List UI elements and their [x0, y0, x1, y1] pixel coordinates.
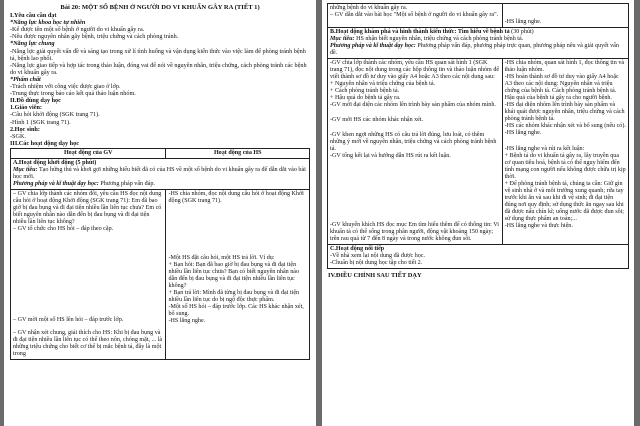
- text-block: -Một số HS hỏi – đáp trước lớp. Các HS khác nhận xét, bổ sung.: [168, 303, 304, 317]
- gv-cell: [328, 59, 503, 245]
- text-line: -Về nhà xem lại nội dung đã được học.: [330, 253, 426, 259]
- activity-a-cell: [11, 158, 310, 189]
- column-header-hs: Hoạt động của HS: [166, 148, 310, 158]
- sub-heading: *Năng lực chung: [10, 40, 55, 48]
- table-row: [328, 245, 629, 269]
- list-item: + Cách phòng tránh bệnh tả.: [330, 88, 400, 94]
- text-block: -GV khuyến khích HS đọc mục Em tìm hiểu thêm để có thông tin: Vi khuẩn tả có thể sống trong phân người, động vật khoảng 150 ngày; trên rau quả từ 7 đến 8 ngày và trong nước không đun sôi.: [330, 222, 499, 242]
- text-block: -GV chia lớp thành các nhóm, yêu cầu HS quan sát hình 1 (SGK trang 71), đọc nội dung trong các hộp thông tin và thảo luận nhóm để viết thành sơ đồ tư duy vào giấy A4 hoặc A3 theo các nội dung sau:: [330, 60, 500, 80]
- section-heading: I.Yêu cầu cần đạt: [10, 12, 57, 20]
- activity-table: [10, 148, 310, 360]
- text-block: -HS chia nhóm, đọc nội dung câu hỏi ở hoạt động Khởi động (SGK trang 71).: [168, 190, 304, 204]
- text-line: những bệnh do vi khuẩn gây ra.: [330, 5, 408, 11]
- document-page-right: [322, 0, 634, 426]
- text-block: – GV tổ chức cho HS hỏi – đáp theo cặp.: [13, 225, 114, 232]
- section-heading: IV.ĐIỀU CHỈNH SAU TIẾT DẠY: [328, 272, 422, 279]
- text-block: – GV mời một số HS lên hỏi – đáp trước lớp.: [13, 316, 124, 323]
- method-text: Phương pháp vấn đáp, phương pháp trực quan, phương pháp nêu và giải quyết vấn đề.: [330, 43, 619, 56]
- sub-heading: 1.Giáo viên:: [10, 104, 42, 112]
- list-item: + Hậu quả do bệnh tả gây ra.: [330, 95, 401, 101]
- text-block: -GV tổng kết lại và hướng dẫn HS rút ra kết luận.: [330, 153, 451, 159]
- hs-cell: [502, 59, 628, 245]
- text-line: -Năng lực giải quyết vấn đề và sáng tạo trong xử lí tình huống và vận dụng kiến thức vào việc làm để phòng tránh bệnh tả, bệnh lao phổi.: [10, 47, 306, 62]
- text-line: -HS lắng nghe.: [504, 19, 542, 25]
- activity-table-continued: [327, 3, 629, 269]
- sub-heading: *Năng lực khoa học tự nhiên: [10, 19, 86, 27]
- text-block: -HS hoàn thành sơ đồ tư duy vào giấy A4 hoặc A3 theo các nội dung: Nguyên nhân và triệu chứng của bệnh tả. Cách phòng tránh bệnh tả. Hậu quả của bệnh tả gây ra cho người bệnh.: [504, 74, 619, 101]
- sub-heading: *Phẩm chất: [10, 75, 41, 83]
- text-block: -HS lắng nghe.: [504, 130, 542, 136]
- activity-title: B.Hoạt động khám phá và hình thành kiến thức: Tìm hiểu về bệnh tả: [330, 29, 510, 35]
- table-row: [328, 59, 629, 245]
- text-block: -HS lắng nghe và rút ra kết luận:: [504, 146, 585, 152]
- text-line: -Câu hỏi khởi động (SGK trang 71).: [10, 111, 100, 119]
- goal-text: Tạo hứng thú và khơi gợi những hiểu biết đã có của HS về một số bệnh do vi khuẩn gây ra để dẫn dắt vào bài học mới.: [13, 166, 306, 180]
- sub-heading: 2.Học sinh:: [10, 125, 40, 133]
- column-header-gv: Hoạt động của GV: [11, 148, 166, 158]
- text-line: -Chuẩn bị nội dung học tập cho tiết 2.: [330, 260, 423, 266]
- text-block: -GV mời HS các nhóm khác nhận xét.: [330, 117, 424, 123]
- text-block: -Một HS đặt câu hỏi, một HS trả lời. Ví dụ:: [168, 254, 275, 261]
- text-block: -HS lắng nghe.: [168, 317, 206, 324]
- text-line: -Nêu được nguyên nhân gây bệnh, triệu chứng và cách phòng tránh.: [10, 33, 179, 41]
- gv-cell: [328, 4, 503, 28]
- lesson-title: Bài 20: MỘT SỐ BỆNH Ở NGƯỜI DO VI KHUẨN GÂY RA (TIẾT 1): [60, 4, 260, 11]
- table-row: [11, 189, 310, 359]
- text-block: + Bạn trả lời: Mình đã từng bị đau bụng và đi đại tiện nhiều lần liên tục do bị ngộ độc thực phẩm.: [168, 289, 300, 303]
- text-line: -Trung thực trong báo cáo kết quả thảo luận nhóm.: [10, 90, 136, 98]
- section-heading: II.Đồ dùng dạy học: [10, 97, 61, 105]
- hs-cell: [502, 4, 628, 28]
- text-line: – GV dẫn dắt vào bài học "Một số bệnh ở người do vi khuẩn gây ra".: [330, 12, 499, 18]
- activity-title: A.Hoạt động khởi động (5 phút): [13, 159, 97, 166]
- activity-b-cell: [328, 28, 629, 59]
- goal-label: Mục tiêu:: [13, 166, 38, 173]
- text-block: + Để phòng tránh bệnh tả, chúng ta cần: Giữ gìn vệ sinh nhà ở và môi trường xung quanh; rửa tay trước khi ăn và sau khi đi vệ sinh; đi đại tiện đúng nơi quy định; sử dụng thức ăn ngay sau khi đã được nấu chín kĩ; uống nước đã được đun sôi; sử dụng thực phẩm an toàn;...: [504, 181, 625, 222]
- table-row: [328, 28, 629, 59]
- table-header-row: [11, 148, 310, 158]
- method-label: Phương pháp và kĩ thuật dạy học:: [13, 180, 99, 187]
- gv-cell: [11, 189, 166, 359]
- activity-title: C.Hoạt động nối tiếp: [330, 246, 385, 252]
- text-block: -HS lắng nghe và thực hiện.: [504, 223, 573, 229]
- text-block: -GV khen ngợi những HS có câu trả lời đúng, lưu loát, có thêm những ý mới về nguyên nhân, triệu chứng và cách phòng tránh bệnh tả.: [330, 132, 497, 152]
- text-block: – GV nhận xét chung, giải thích cho HS: Khi bị đau bụng và đi đại tiện nhiều lần liên tục có thể theo nôn, chóng mặt, ... là những triệu chứng cho biết cơ thể bị mắc bệnh tả, đây là một trong: [13, 329, 163, 357]
- method-text: Phương pháp vấn đáp.: [98, 180, 155, 187]
- table-row: [11, 158, 310, 189]
- text-line: -Hình 1 (SGK trang 71).: [10, 118, 71, 126]
- text-block: + Bạn hỏi: Bạn đã bao giờ bị đau bụng và đi đại tiện nhiều lần liên tục chưa? Bạn có biết nguyên nhân nào dẫn đến bị đau bụng và đi đại tiện nhiều lần liên tục không?: [168, 261, 300, 289]
- text-block: – GV chia lớp thành các nhóm đôi, yêu cầu HS đọc nội dung câu hỏi ở hoạt động Khởi động (SGK trang 71): Em đã bao giờ bị đau bụng và đi đại tiện nhiều lần liên tục chưa? Em có biết nguyên nhân nào dẫn đến bị đau bụng và đi đại tiện nhiều lần liên tục không?: [13, 190, 162, 225]
- table-row: [328, 4, 629, 28]
- text-line: -Kể được tên một số bệnh ở người do vi khuẩn gây ra.: [10, 26, 145, 34]
- list-item: + Nguyên nhân và triệu chứng của bệnh tả.: [330, 81, 436, 87]
- activity-c-cell: [328, 245, 629, 269]
- goal-text: HS nhận biết nguyên nhân, triệu chứng và cách phòng tránh bệnh tả.: [354, 36, 524, 42]
- goal-label: Mục tiêu:: [330, 36, 355, 42]
- text-line: -SGK.: [10, 132, 26, 140]
- method-label: Phương pháp và kĩ thuật dạy học:: [330, 43, 416, 49]
- hs-cell: [166, 189, 310, 359]
- text-line: -Năng lực giao tiếp và hợp tác trong thảo luận, đóng vai để nói về nguyên nhân, triệu chứng, cách phòng tránh các bệnh do vi khuẩn gây ra.: [10, 61, 307, 76]
- text-block: + Bệnh tả do vi khuẩn tả gây ra, lây truyền qua cơ quan tiêu hoá, bệnh tả có thể nguy hiểm đến tính mạng con người nếu không được chữa trị kịp thời.: [504, 153, 626, 180]
- text-line: -Trách nhiệm với công việc được giao ở lớp.: [10, 83, 121, 91]
- text-block: -HS đại diện nhóm lên trình bày sản phẩm và khái quát được nguyên nhân, triệu chứng và cách phòng tránh bệnh tả.: [504, 102, 625, 122]
- text-block: -HS các nhóm khác nhận xét và bổ sung (nếu có).: [504, 123, 626, 129]
- document-page-left: [4, 0, 316, 426]
- text-block: -HS chia nhóm, quan sát hình 1, đọc thông tin và thảo luận nhóm.: [504, 60, 625, 73]
- text-block: -GV mời đại diện các nhóm lên trình bày sản phẩm của nhóm mình.: [330, 102, 496, 108]
- section-heading: III.Các hoạt động dạy học: [10, 139, 79, 147]
- activity-time: (30 phút): [509, 29, 534, 35]
